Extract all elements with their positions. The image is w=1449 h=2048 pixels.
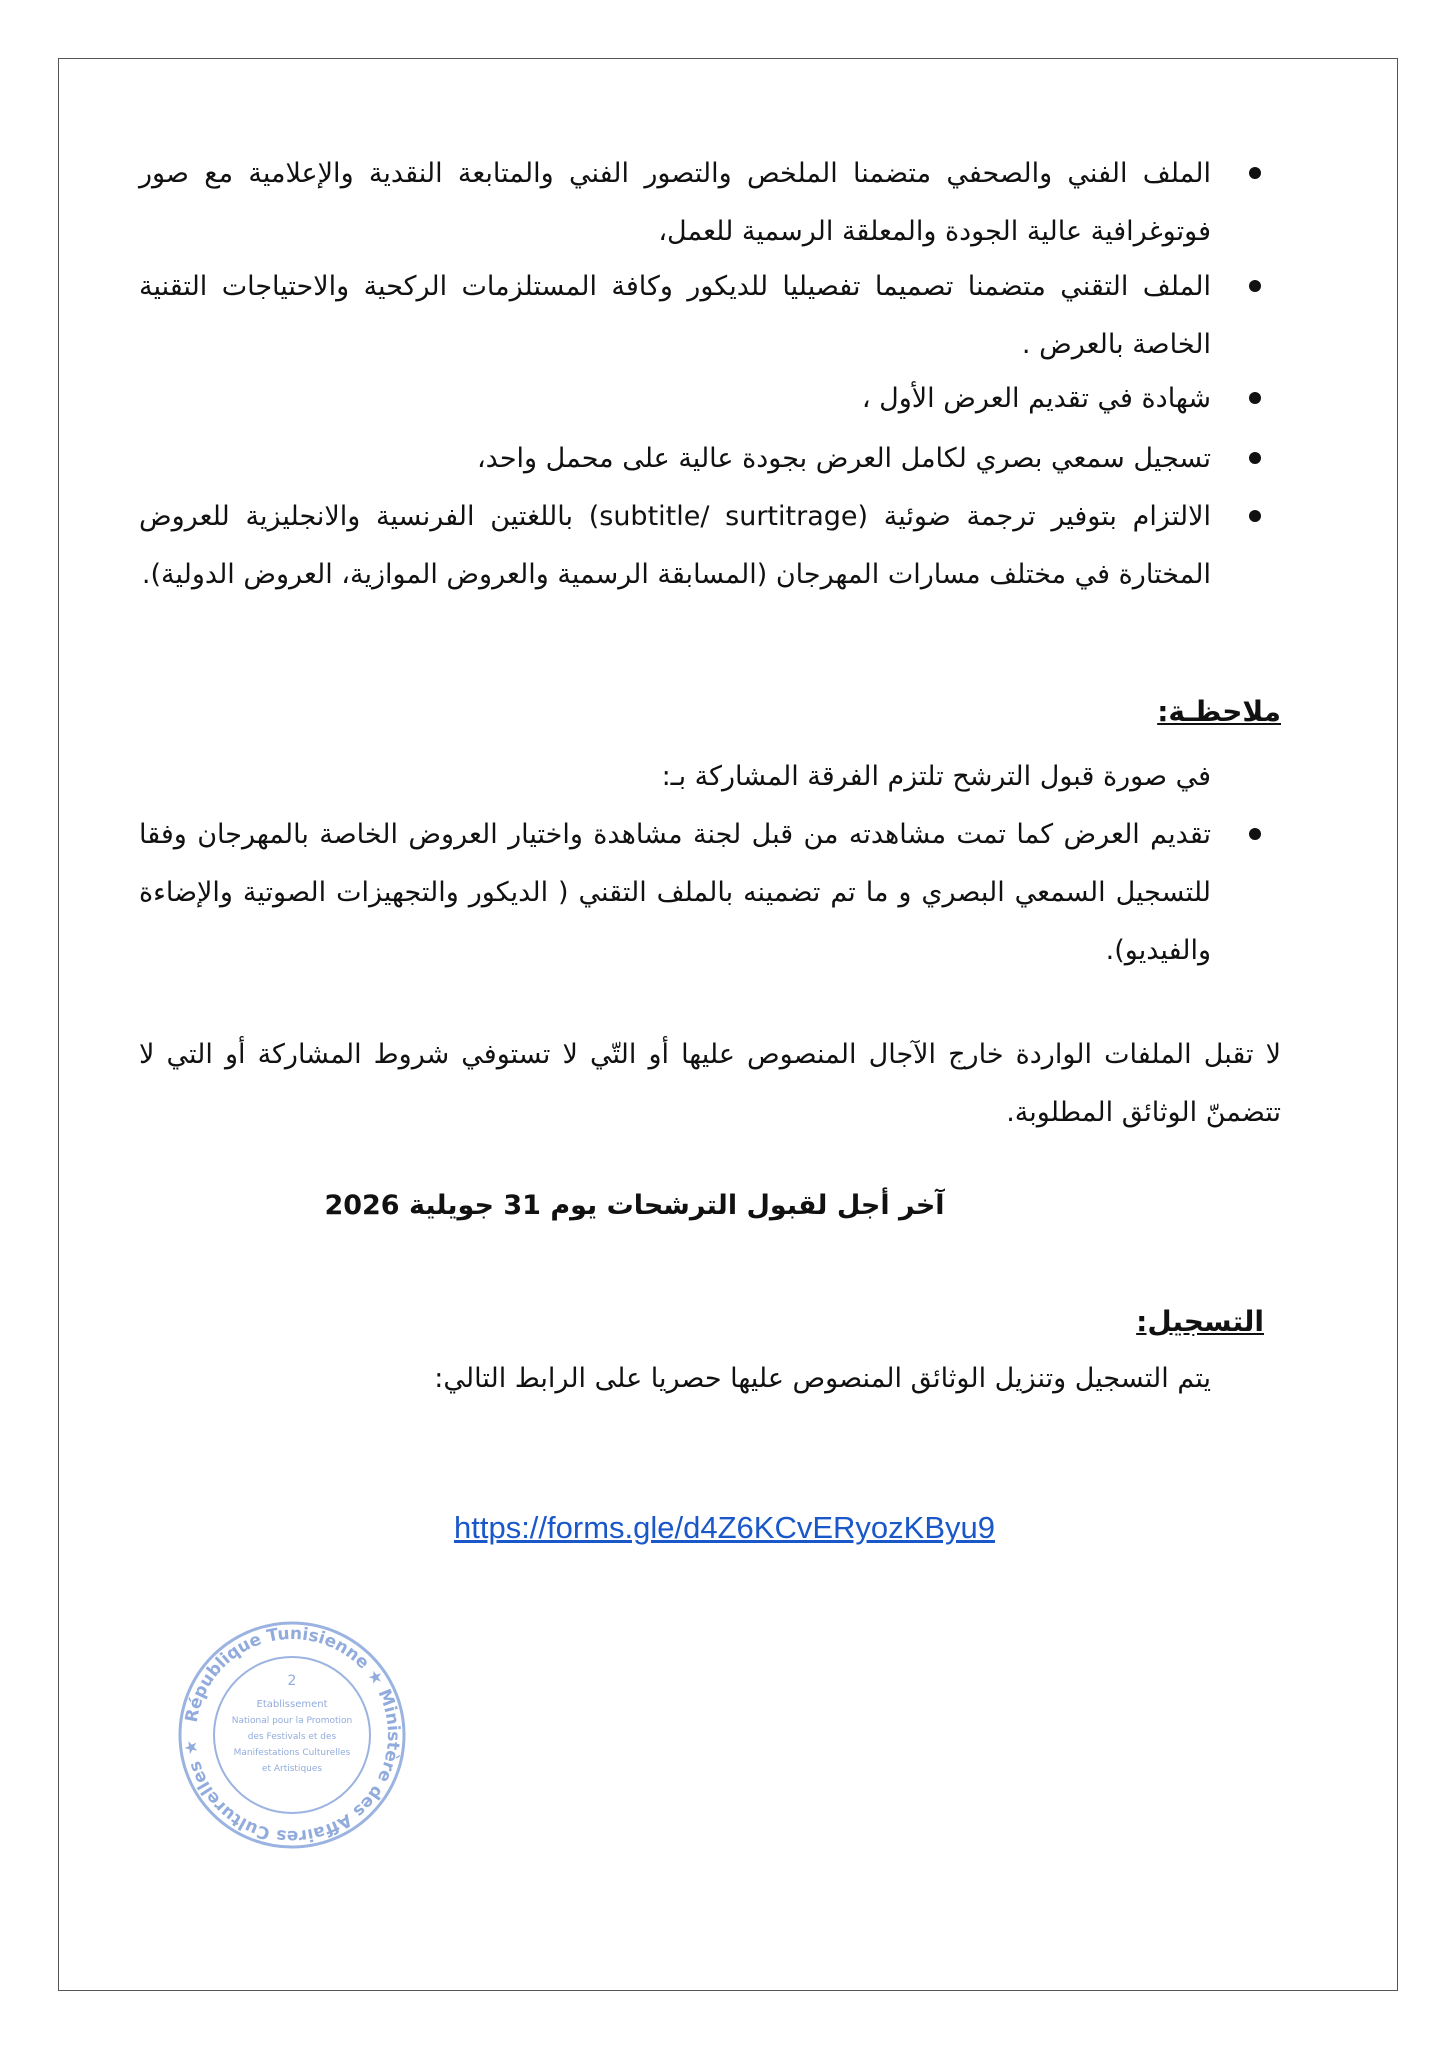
- bullet-dot: [1249, 280, 1261, 292]
- bullet-dot: [1249, 828, 1261, 840]
- registration-text: يتم التسجيل وتنزيل الوثائق المنصوص عليها حصريا على الرابط التالي:: [434, 1363, 1211, 1394]
- bullet-item-premiere-certificate: [139, 370, 1211, 428]
- stamp-number: 2: [287, 1673, 297, 1689]
- registration-link[interactable]: https://forms.gle/d4Z6KCvERyozKByu9: [453, 1510, 995, 1545]
- note-bullet-item: [139, 806, 1211, 980]
- stamp-line: Etablissement: [256, 1699, 328, 1710]
- bullet-dot: [1249, 392, 1261, 404]
- rejection-paragraph: لا تقبل الملفات الواردة خارج الآجال المنصوص عليها أو التّي لا تستوفي شروط المشاركة أو التي لا تتضمنّ الوثائق المطلوبة.: [139, 1039, 1281, 1128]
- bullet-dot: [1249, 452, 1261, 464]
- registration-heading: التسجيل:: [1136, 1305, 1264, 1338]
- note-intro: في صورة قبول الترشح تلتزم الفرقة المشاركة بـ:: [661, 761, 1211, 792]
- stamp-line: des Festivals et des: [247, 1732, 337, 1742]
- bullet-text: الملف الفني والصحفي متضمنا الملخص والتصور الفني والمتابعة النقدية والإعلامية مع صور فوتوغرافية عالية الجودة والمعلقة الرسمية للعمل،: [139, 158, 1211, 247]
- stamp-line: Manifestations Culturelles: [233, 1748, 351, 1758]
- bullet-text: الالتزام بتوفير ترجمة ضوئية (subtitle/ surtitrage) باللغتين الفرنسية والانجليزية للعروض المختارة في مختلف مسارات المهرجان (المسابقة الرسمية والعروض الموازية، العروض الدولية).: [139, 501, 1212, 590]
- bullet-text: الملف التقني متضمنا تصميما تفصيليا للديكور وكافة المستلزمات الركحية والاحتياجات التقنية الخاصة بالعرض .: [139, 271, 1211, 360]
- bullet-dot: [1249, 167, 1261, 179]
- stamp-line: National pour la Promotion: [231, 1716, 353, 1726]
- bullet-item-artistic-file: [139, 145, 1211, 261]
- bullet-item-technical-file: [139, 258, 1211, 374]
- stamp-line: et Artistiques: [261, 1764, 323, 1774]
- bullet-text: تسجيل سمعي بصري لكامل العرض بجودة عالية على محمل واحد،: [476, 443, 1211, 474]
- note-heading: ملاحظـة:: [1157, 695, 1281, 728]
- bullet-dot: [1249, 510, 1261, 522]
- bullet-text: تقديم العرض كما تمت مشاهدته من قبل لجنة مشاهدة واختيار العروض الخاصة بالمهرجان وفقا للتسجيل السمعي البصري و ما تم تضمينه بالملف التقني ( الديكور والتجهيزات الصوتية والإضاءة والفيديو).: [139, 819, 1211, 966]
- stamp-ring-text: République Tunisienne ★ Ministère des Affaires Culturelles ★: [180, 1623, 404, 1847]
- bullet-item-subtitles: [139, 488, 1211, 604]
- bullet-item-av-recording: [139, 430, 1211, 488]
- official-stamp-icon: [172, 1615, 412, 1855]
- bullet-text: شهادة في تقديم العرض الأول ،: [861, 383, 1211, 414]
- registration-link-row: [0, 1510, 1449, 1546]
- deadline-text: آخر أجل لقبول الترشحات يوم 31 جويلية 2026: [324, 1190, 945, 1221]
